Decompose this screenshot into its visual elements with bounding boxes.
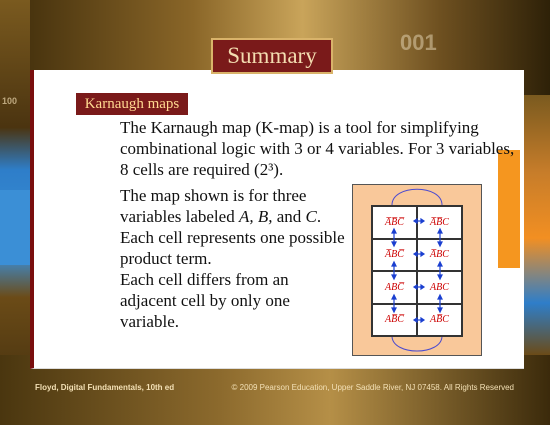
accent-blue-bar xyxy=(0,190,30,265)
kmap-cell: A̅BC xyxy=(417,239,462,272)
para2-suffix: . Each cell represents one possible product term. xyxy=(120,207,345,268)
para2-prefix: The map shown is for three variables labeled xyxy=(120,186,307,226)
paragraph-intro: The Karnaugh map (K-map) is a tool for simplifying combinational logic with 3 or 4 variables. For 3 variables, 8 cells are required (2³). xyxy=(120,118,515,179)
kmap-cell: ABC xyxy=(417,271,462,304)
footer-right: © 2009 Pearson Education, Upper Saddle River, NJ 07458. All Rights Reserved xyxy=(231,383,514,392)
decor-number: 100 xyxy=(2,96,18,106)
para2-vars-c: C xyxy=(305,207,317,226)
kmap-cell: AB̅C̅ xyxy=(372,304,417,337)
slide-title: Summary xyxy=(211,38,333,74)
kmap-adjacency-arrows xyxy=(352,184,482,356)
kmap-cell: A̅BC̅ xyxy=(372,239,417,272)
paragraph-adjacency: Each cell differs from an adjacent cell by only one variable. xyxy=(120,270,290,331)
decor-number-top: 001 xyxy=(400,30,437,55)
kmap-cell: AB̅C xyxy=(417,304,462,337)
paragraph-variables xyxy=(120,185,345,269)
para2-vars-a: A, B, xyxy=(238,207,273,226)
section-label: Karnaugh maps xyxy=(76,93,188,115)
kmap-cell: A̅B̅C̅ xyxy=(372,206,417,239)
para2-and: and xyxy=(272,207,306,226)
kmap-cell: ABC̅ xyxy=(372,271,417,304)
kmap-cell: A̅B̅C xyxy=(417,206,462,239)
footer-left: Floyd, Digital Fundamentals, 10th ed xyxy=(35,383,175,392)
